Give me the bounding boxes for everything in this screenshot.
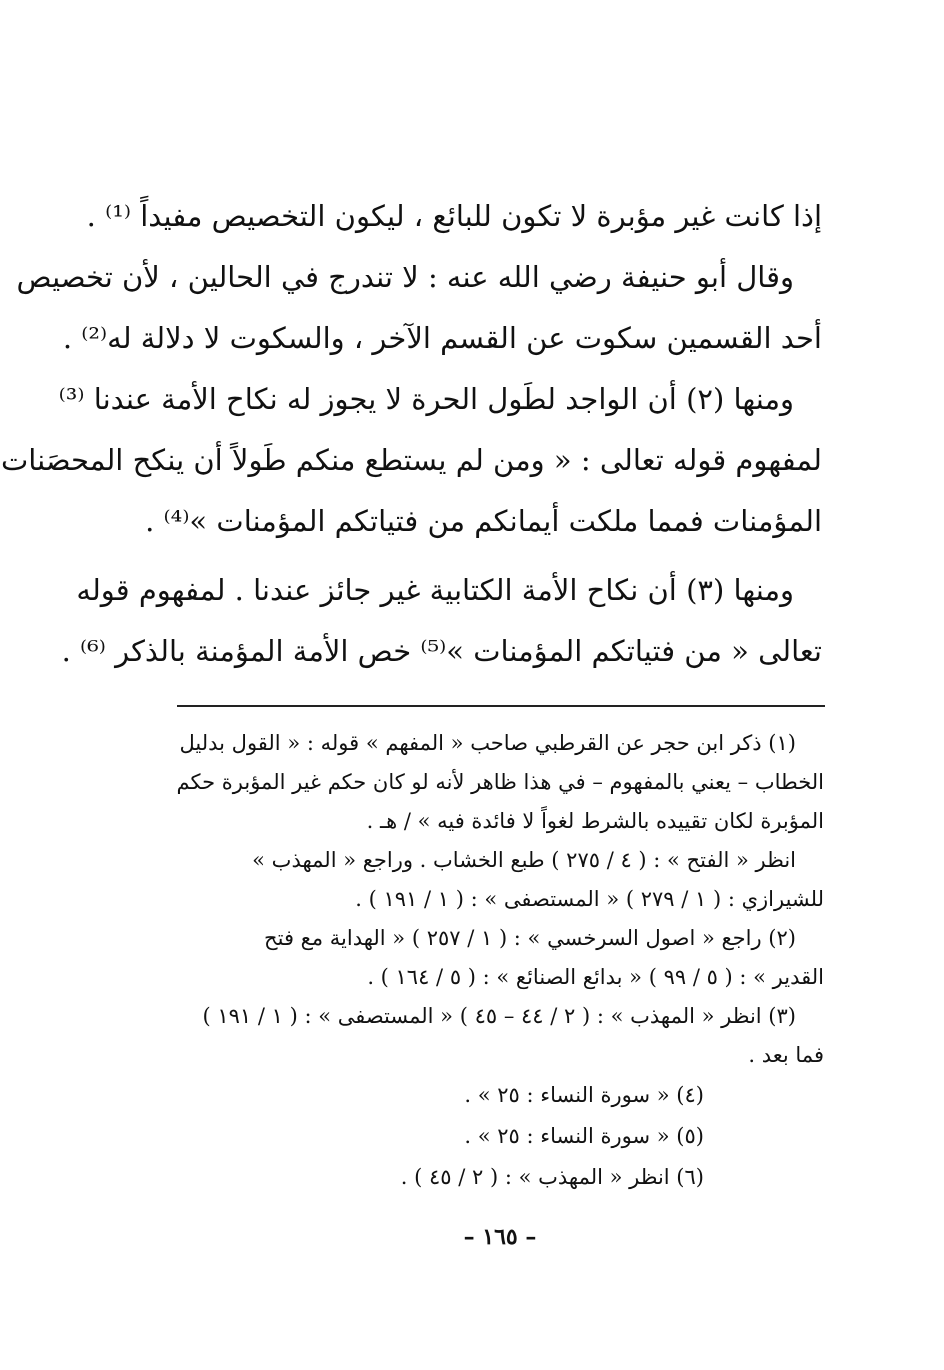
main-text-line: ومنها (٣) أن نكاح الأمة الكتابية غير جائز عندنا . لمفهوم قوله <box>76 573 794 607</box>
footnote-divider <box>177 705 825 707</box>
main-text-line: ومنها (٢) أن الواجد لطَول الحرة لا يجوز له نكاح الأمة عندنا ⁽³⁾ <box>58 382 794 416</box>
footnote-line: (٢) راجع « اصول السرخسي » : ( ١ / ٢٥٧ ) « الهداية مع فتح <box>264 926 796 950</box>
main-text-line: إذا كانت غير مؤبرة لا تكون للبائع ، ليكون التخصيص مفيداً ⁽¹⁾ . <box>86 199 822 233</box>
footnote-line: المؤبرة لكان تقييده بالشرط لغواً لا فائدة فيه » / هـ . <box>366 809 824 833</box>
main-text-line: تعالى « من فتياتكم المؤمنات »⁽⁵⁾ خص الأمة المؤمنة بالذكر ⁽⁶⁾ . <box>61 634 822 668</box>
footnotes <box>172 724 824 1198</box>
footnote-line: (٤) « سورة النساء : ٢٥ » . <box>464 1083 704 1107</box>
footnote-line: (٥) « سورة النساء : ٢٥ » . <box>464 1124 704 1148</box>
footnote-line: القدير » : ( ٥ / ٩٩ ) « بدائع الصنائع » : ( ٥ / ١٦٤ ) . <box>367 965 824 989</box>
main-text-line: المؤمنات فمما ملكت أيمانكم من فتياتكم المؤمنات »⁽⁴⁾ . <box>145 504 822 538</box>
footnote-line: الخطاب – يعني بالمفهوم – في هذا ظاهر لأنه لو كان حكم غير المؤبرة حكم <box>176 770 824 794</box>
footnote-line: انظر « الفتح » : ( ٤ / ٢٧٥ ) طبع الخشاب . وراجع « المهذب » <box>252 848 796 872</box>
footnote-line: (٣) انظر « المهذب » : ( ٢ / ٤٤ – ٤٥ ) « المستصفى » : ( ١ / ١٩١ ) <box>202 1004 796 1028</box>
main-text-line: أحد القسمين سكوت عن القسم الآخر ، والسكوت لا دلالة له⁽²⁾ . <box>62 321 822 355</box>
footnote-line: للشيرازي : ( ١ / ٢٧٩ ) « المستصفى » : ( ١ / ١٩١ ) . <box>355 887 824 911</box>
main-text-line: وقال أبو حنيفة رضي الله عنه : لا تندرج في الحالين ، لأن تخصيص <box>16 260 794 294</box>
footnote-line: (٦) انظر « المهذب » : ( ٢ / ٤٥ ) . <box>400 1165 704 1189</box>
main-text <box>0 186 822 682</box>
page-number: – ١٦٥ – <box>463 1224 537 1250</box>
footnote-line: فما بعد . <box>748 1043 824 1067</box>
footnote-line: (١) ذكر ابن حجر عن القرطبي صاحب « المفهم » قوله : « القول بدليل <box>179 731 796 755</box>
main-text-line: لمفهوم قوله تعالى : « ومن لم يستطع منكم طَولاً أن ينكح المحصَنات <box>0 443 822 477</box>
